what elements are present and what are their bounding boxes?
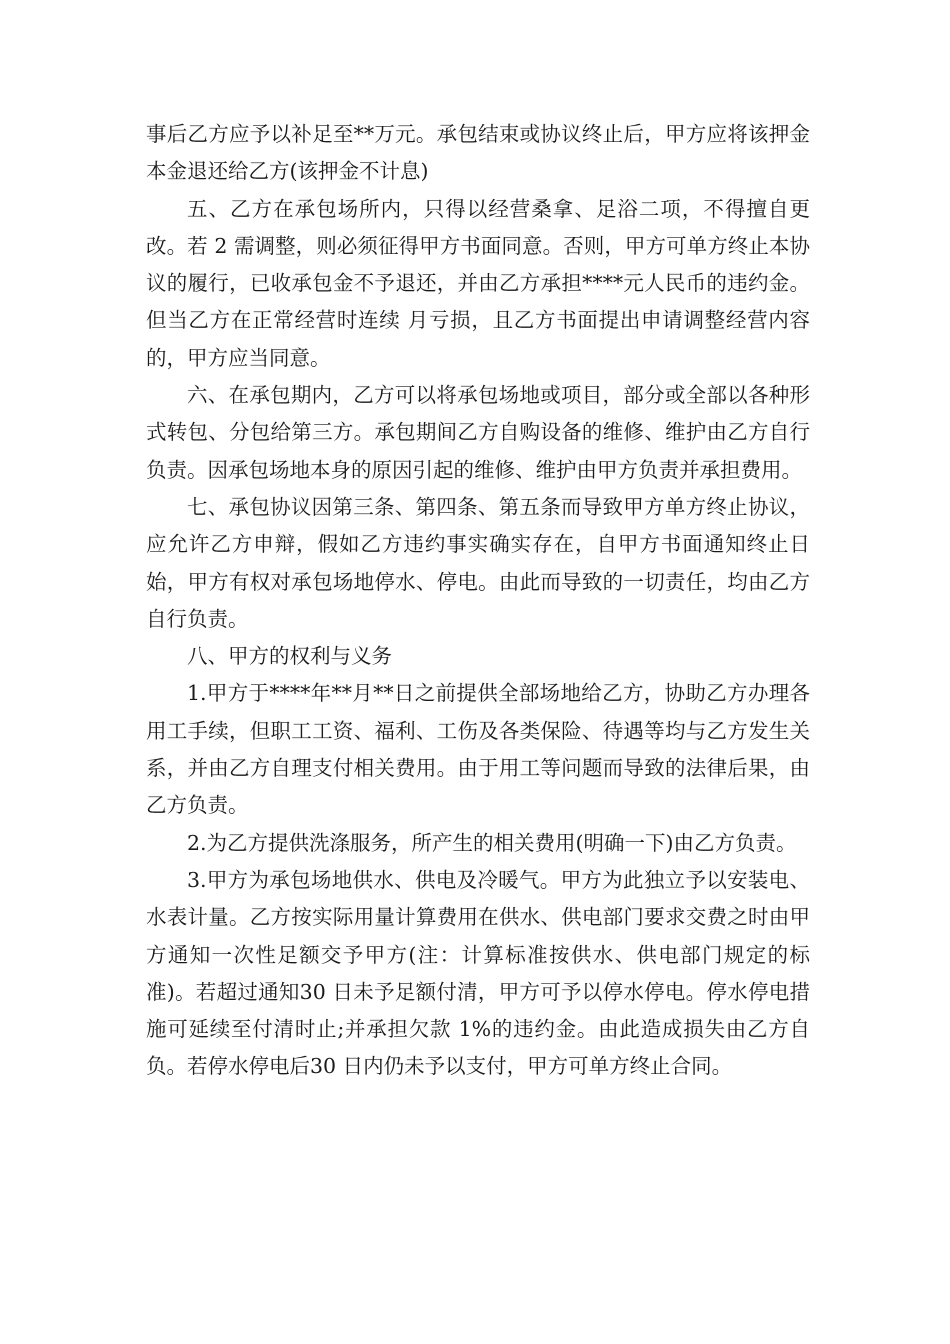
paragraph-clause-five: 五、乙方在承包场所内，只得以经营桑拿、足浴二项，不得擅自更改。若 2 需调整，则必须征得甲方书面同意。否则，甲方可单方终止本协议的履行，已收承包金不予退还，并由乙方承担****元人民币的违约金。但当乙方在正常经营时连续 月亏损，且乙方书面提出申请调整经营内容的，甲方应当同意。 (146, 196, 810, 370)
paragraph-clause-six: 六、在承包期内，乙方可以将承包场地或项目，部分或全部以各种形式转包、分包给第三方。承包期间乙方自购设备的维修、维护由乙方自行负责。因承包场地本身的原因引起的维修、维护由甲方负责并承担费用。 (146, 383, 810, 482)
document-body (146, 116, 810, 1086)
paragraph-item-2: 2.为乙方提供洗涤服务，所产生的相关费用(明确一下)由乙方负责。 (187, 830, 797, 855)
section-heading-party-a-rights: 八、甲方的权利与义务 (187, 644, 392, 669)
paragraph-item-1: 1.甲方于****年**月**日之前提供全部场地给乙方，协助乙方办理各用工手续，但职工工资、福利、工伤及各类保险、待遇等均与乙方发生关系，并由乙方自理支付相关费用。由于用工等问题而导致的法律后果，由乙方负责。 (146, 681, 810, 818)
paragraph-clause-seven: 七、承包协议因第三条、第四条、第五条而导致甲方单方终止协议，应允许乙方申辩，假如乙方违约事实确实存在，自甲方书面通知终止日始，甲方有权对承包场地停水、停电。由此而导致的一切责任，均由乙方自行负责。 (146, 494, 810, 631)
paragraph-item-3: 3.甲方为承包场地供水、供电及冷暖气。甲方为此独立予以安装电、水表计量。乙方按实际用量计算费用在供水、供电部门要求交费之时由甲方通知一次性足额交予甲方(注：计算标准按供水、供电部门规定的标准)。若超过通知30 日未予足额付清，甲方可予以停水停电。停水停电措施可延续至付清时止;并承担欠款 1%的违约金。由此造成损失由乙方自负。若停水停电后30 日内仍未予以支付，甲方可单方终止合同。 (146, 867, 810, 1079)
paragraph-deposit-refund: 事后乙方应予以补足至**万元。承包结束或协议终止后，甲方应将该押金本金退还给乙方(该押金不计息) (146, 122, 810, 184)
